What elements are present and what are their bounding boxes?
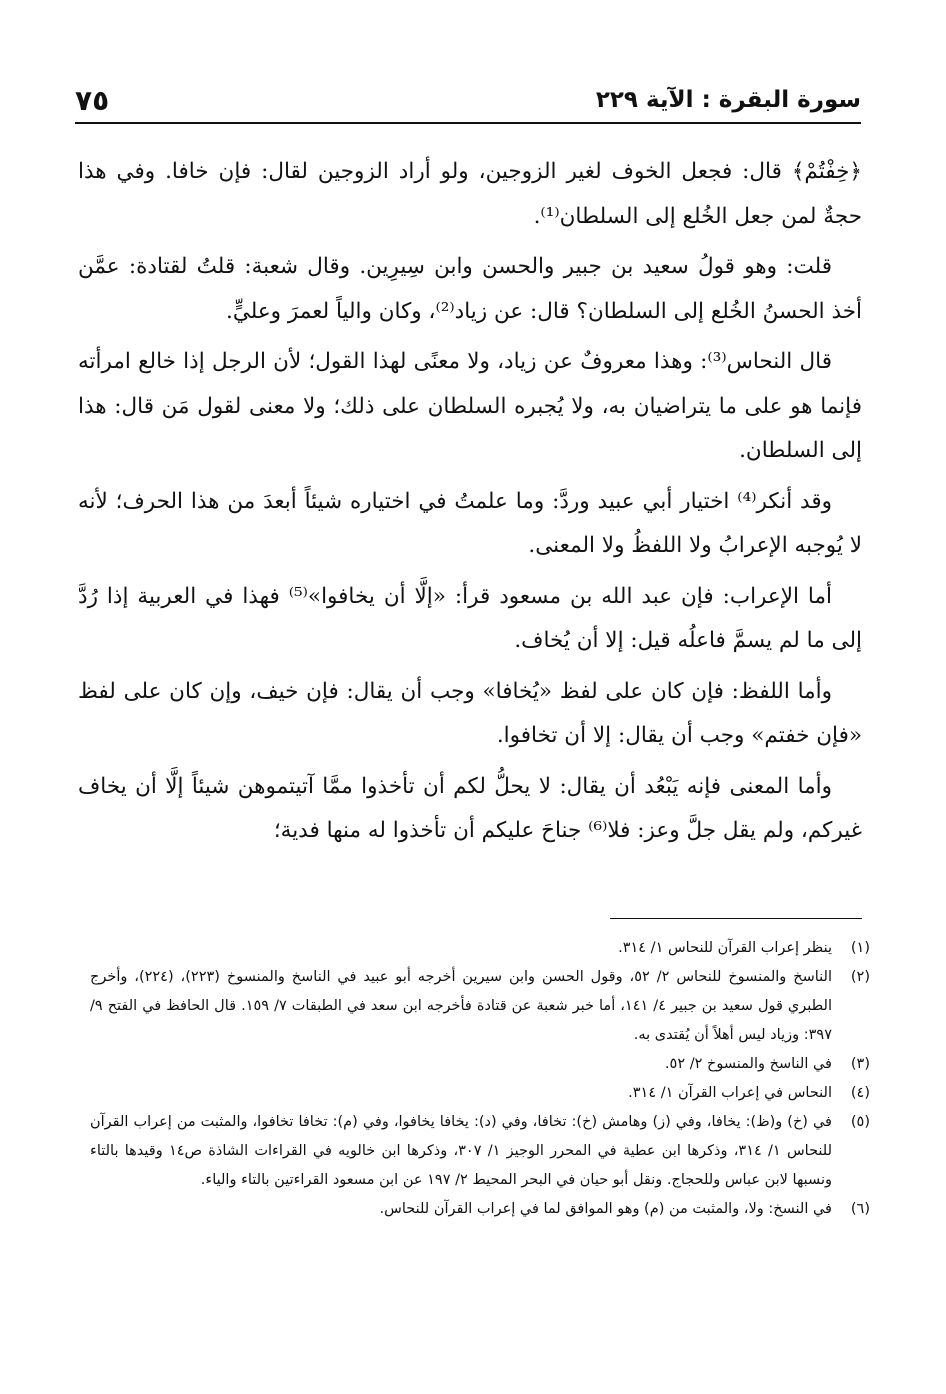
footnote-number: (٤) bbox=[850, 1085, 870, 1101]
paragraph: قال النحاس⁽³⁾: وهذا معروفٌ عن زياد، ولا معنًى لهذا القول؛ لأن الرجل إذا خالع امرأته فإنما هو على ما يتراضيان به، ولا يُجبره السلطان على ذلك؛ ولا معنى لقول مَن قال: هذا إلى السلطان. bbox=[78, 349, 862, 463]
footnote-separator bbox=[610, 918, 862, 919]
footnote-text: في الناسخ والمنسوخ ٢/ ٥٢. bbox=[664, 1056, 832, 1072]
footnote-text: في النسخ: ولا، والمثبت من (م) وهو الموافق لما في إعراب القرآن للنحاس. bbox=[379, 1201, 832, 1217]
paragraph: وأما المعنى فإنه يَبْعُد أن يقال: لا يحلُّ لكم أن تأخذوا ممَّا آتيتموهن شيئاً إلَّا أن يخاف غيركم، ولم يقل جلَّ وعز: فلا⁽⁶⁾ جناحَ عليكم أن تأخذوا له منها فدية؛ bbox=[78, 773, 862, 843]
footnote bbox=[90, 1079, 870, 1108]
paragraph: أما الإعراب: فإن عبد الله بن مسعود قرأ: «إلَّا أن يخافوا»⁽⁵⁾ فهذا في العربية إذا رُدَّ إلى ما لم يسمَّ فاعلُه قيل: إلا أن يُخاف. bbox=[78, 583, 862, 653]
footnotes bbox=[90, 934, 870, 1224]
running-head: سورة البقرة : الآية ٢٢٩ bbox=[595, 87, 861, 113]
footnote bbox=[90, 1108, 870, 1195]
footnote-text: ينظر إعراب القرآن للنحاس ١/ ٣١٤. bbox=[618, 940, 832, 956]
footnote bbox=[90, 1195, 870, 1224]
footnote bbox=[90, 963, 870, 1050]
page-number: ٧٥ bbox=[75, 83, 110, 117]
paragraph: وأما اللفظ: فإن كان على لفظ «يُخافا» وجب أن يقال: فإن خيف، وإن كان على لفظ «فإن خفتم» وجب أن يقال: إلا أن تخافوا. bbox=[78, 678, 862, 748]
paragraph: وقد أنكر⁽⁴⁾ اختيار أبي عبيد وردَّ: وما علمتُ في اختياره شيئاً أبعدَ من هذا الحرف؛ لأنه لا يُوجبه الإعرابُ ولا اللفظُ ولا المعنى. bbox=[78, 488, 862, 558]
page-header bbox=[75, 78, 861, 124]
footnote bbox=[90, 934, 870, 963]
main-text bbox=[78, 150, 862, 860]
footnote-number: (٦) bbox=[850, 1201, 870, 1217]
paragraph: ﴿خِفْتُمْ﴾ قال: فجعل الخوف لغير الزوجين، ولو أراد الزوجين لقال: فإن خافا. وفي هذا حجةٌ لمن جعل الخُلع إلى السلطان⁽¹⁾. bbox=[78, 159, 862, 229]
footnote-number: (٢) bbox=[850, 969, 870, 985]
footnote-text: في (خ) و(ظ): يخافا، وفي (ز) وهامش (خ): تخافا، وفي (د): يخافا يخافوا، وفي (م): تخافا تخافوا، والمثبت من إعراب القرآن للنحاس ١/ ٣١٤، وذكرها ابن عطية في المحرر الوجيز ١/ ٣٠٧، وذكرها ابن خالويه في القراءات الشاذة ص١٤ وقيدها بالتاء ونسبها لابن عباس وللحجاج. ونقل أبو حيان في البحر المحيط ٢/ ١٩٧ عن ابن مسعود القراءتين بالتاء والياء. bbox=[90, 1114, 833, 1188]
footnote-number: (٥) bbox=[850, 1114, 870, 1130]
footnote-text: الناسخ والمنسوخ للنحاس ٢/ ٥٢، وقول الحسن وابن سيرين أخرجه أبو عبيد في الناسخ والمنسوخ (٢٢٣)، (٢٢٤)، وأخرج الطبري قول سعيد بن جبير ٤/ ١٤١، أما خبر شعبة عن قتادة فأخرجه ابن سعد في الطبقات ٧/ ١٥٩. قال الحافظ في الفتح ٩/ ٣٩٧: وزياد ليس أهلاً أن يُقتدى به. bbox=[90, 969, 832, 1043]
footnote-text: النحاس في إعراب القرآن ١/ ٣١٤. bbox=[628, 1085, 832, 1101]
paragraph: قلت: وهو قولُ سعيد بن جبير والحسن وابن سِيرِين. وقال شعبة: قلتُ لقتادة: عمَّن أخذ الحسنُ الخُلع إلى السلطان؟ قال: عن زياد⁽²⁾، وكان والياً لعمرَ وعليٍّ. bbox=[78, 254, 862, 324]
footnote bbox=[90, 1050, 870, 1079]
footnote-number: (٣) bbox=[850, 1056, 870, 1072]
footnote-number: (١) bbox=[850, 940, 870, 956]
